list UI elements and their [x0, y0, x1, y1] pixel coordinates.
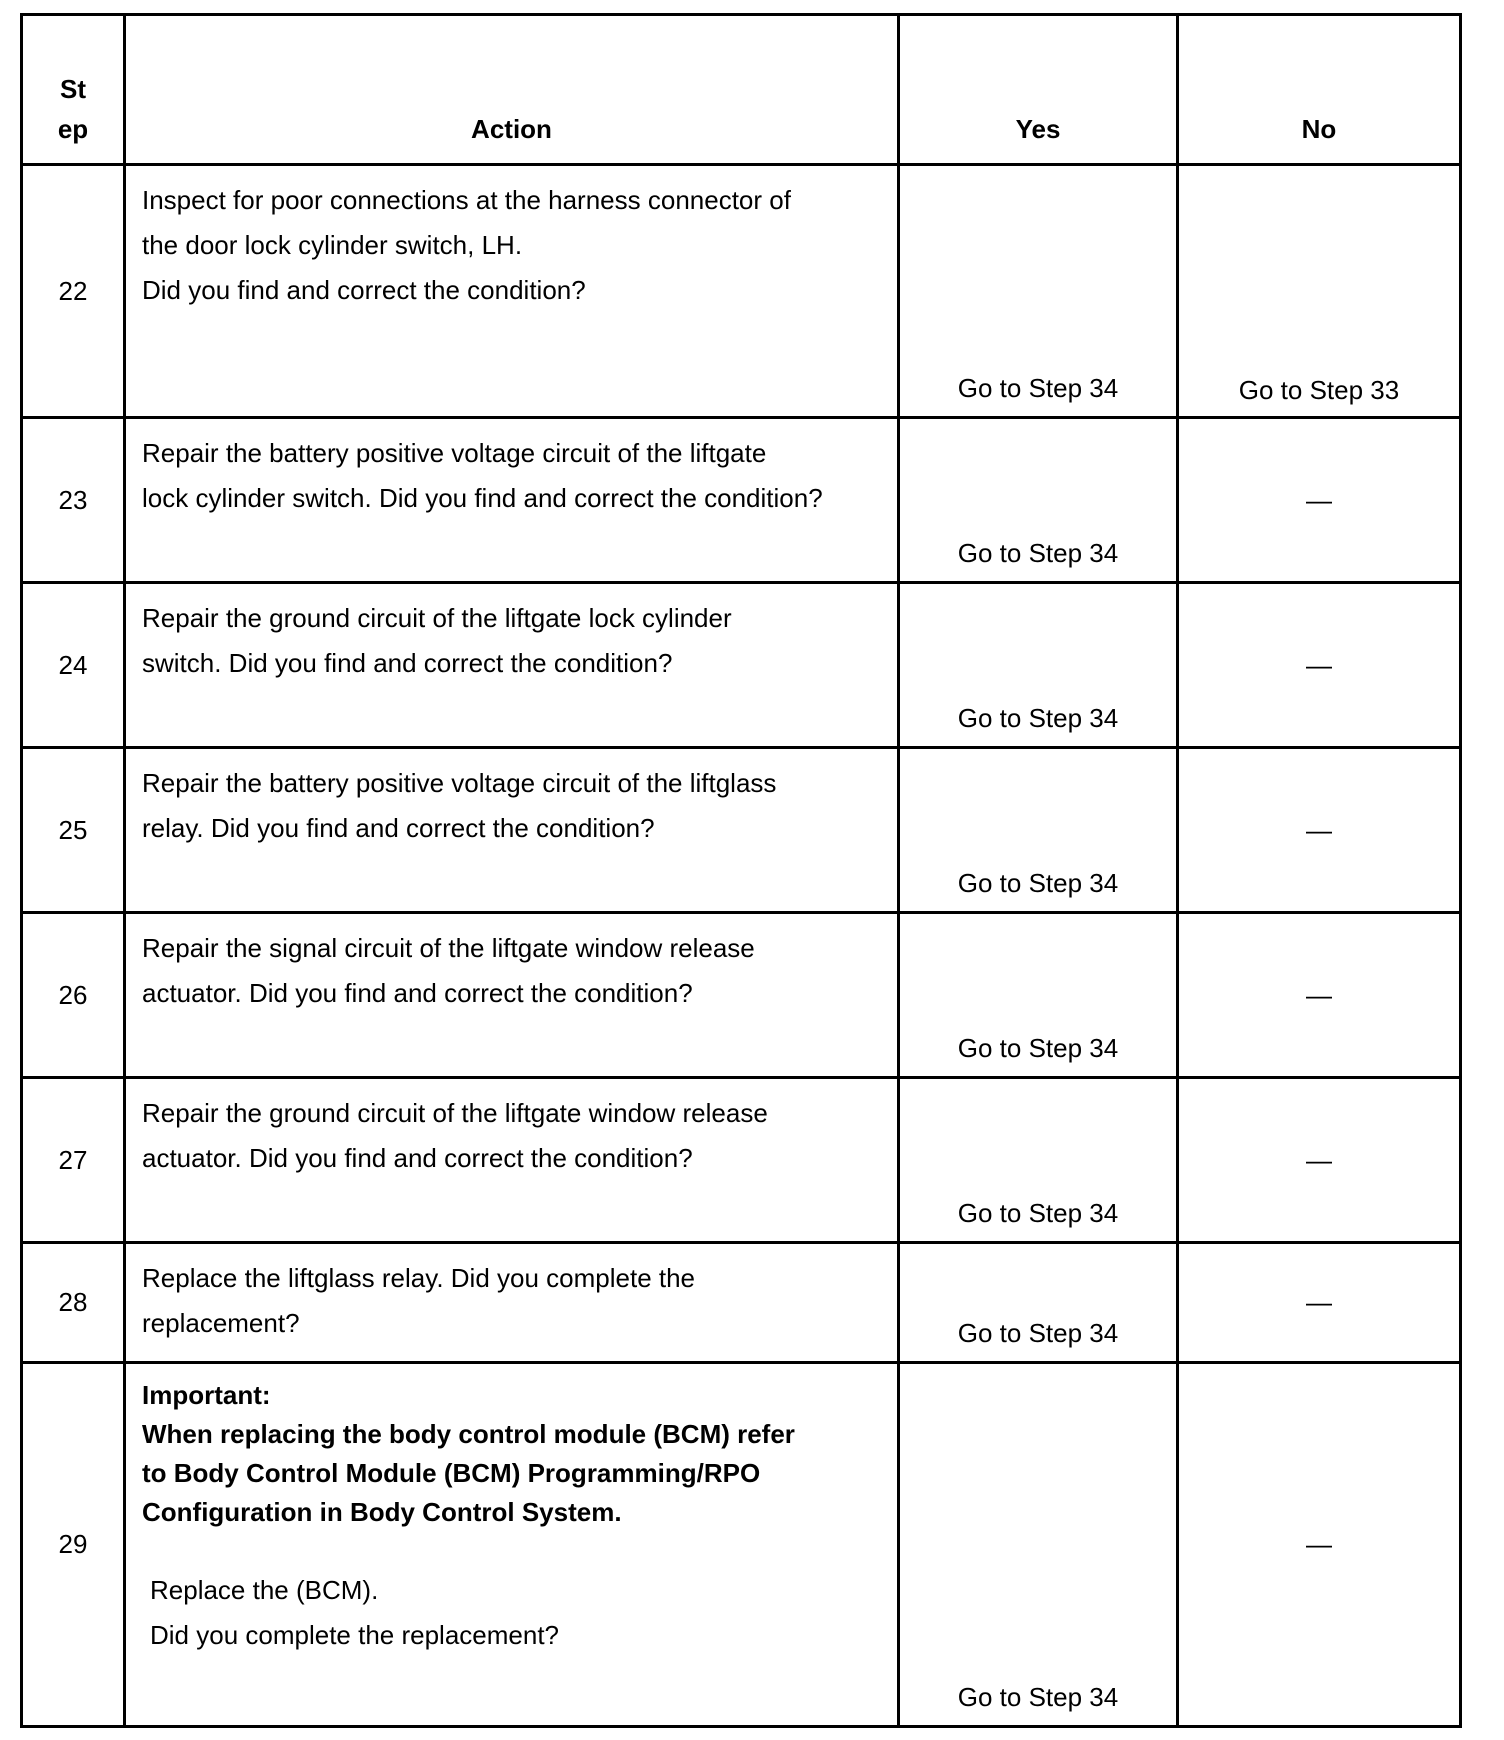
action-text: Repair the battery positive voltage circuit of the liftglass relay. Did you find and correct the condition? — [125, 748, 899, 913]
header-no: No — [1178, 15, 1461, 165]
yes-result: Go to Step 34 — [899, 1078, 1178, 1243]
step-number: 25 — [22, 748, 125, 913]
action-text: Repair the battery positive voltage circuit of the liftgate lock cylinder switch. Did you find and correct the condition? — [125, 418, 899, 583]
table-row — [22, 583, 1461, 748]
action-text: Repair the ground circuit of the liftgate lock cylinder switch. Did you find and correct the condition? — [125, 583, 899, 748]
important-note: to Body Control Module (BCM) Programming/RPO — [142, 1458, 761, 1488]
step-number: 29 — [22, 1363, 125, 1727]
step-number: 27 — [22, 1078, 125, 1243]
action-text: Repair the ground circuit of the liftgate window release actuator. Did you find and correct the condition? — [125, 1078, 899, 1243]
yes-result: Go to Step 34 — [899, 748, 1178, 913]
no-result: — — [1178, 583, 1461, 748]
no-result: — — [1178, 1363, 1461, 1727]
table-row — [22, 418, 1461, 583]
step-number: 26 — [22, 913, 125, 1078]
no-result: — — [1178, 418, 1461, 583]
important-note: Configuration in Body Control System. — [142, 1497, 622, 1527]
table-row — [22, 165, 1461, 418]
yes-result: Go to Step 34 — [899, 1243, 1178, 1363]
no-result: — — [1178, 913, 1461, 1078]
header-step: St ep — [22, 15, 125, 165]
action-text: Replace the liftglass relay. Did you complete the replacement? — [125, 1243, 899, 1363]
table-row — [22, 748, 1461, 913]
no-result: — — [1178, 748, 1461, 913]
yes-result: Go to Step 34 — [899, 165, 1178, 418]
diagnostic-table — [20, 13, 1462, 1728]
yes-result: Go to Step 34 — [899, 418, 1178, 583]
table-row — [22, 1078, 1461, 1243]
table-row — [22, 1363, 1461, 1727]
step-number: 28 — [22, 1243, 125, 1363]
table-row — [22, 1243, 1461, 1363]
action-text: Inspect for poor connections at the harness connector of the door lock cylinder switch, LH. Did you find and correct the condition? — [125, 165, 899, 418]
header-row — [22, 15, 1461, 165]
header-action: Action — [125, 15, 899, 165]
action-text: Important: When replacing the body control module (BCM) refer to Body Control Module (BCM) Programming/RPO Configuration in Body Control System. Replace the (BCM). Did you complete the replacement? — [125, 1363, 899, 1727]
yes-result: Go to Step 34 — [899, 1363, 1178, 1727]
table-row — [22, 913, 1461, 1078]
no-result: — — [1178, 1078, 1461, 1243]
step-number: 22 — [22, 165, 125, 418]
no-result: Go to Step 33 — [1178, 165, 1461, 418]
step-number: 24 — [22, 583, 125, 748]
yes-result: Go to Step 34 — [899, 913, 1178, 1078]
action-text: Repair the signal circuit of the liftgate window release actuator. Did you find and correct the condition? — [125, 913, 899, 1078]
important-label: Important: — [142, 1380, 271, 1410]
important-note: When replacing the body control module (BCM) refer — [142, 1419, 795, 1449]
no-result: — — [1178, 1243, 1461, 1363]
step-number: 23 — [22, 418, 125, 583]
yes-result: Go to Step 34 — [899, 583, 1178, 748]
header-yes: Yes — [899, 15, 1178, 165]
